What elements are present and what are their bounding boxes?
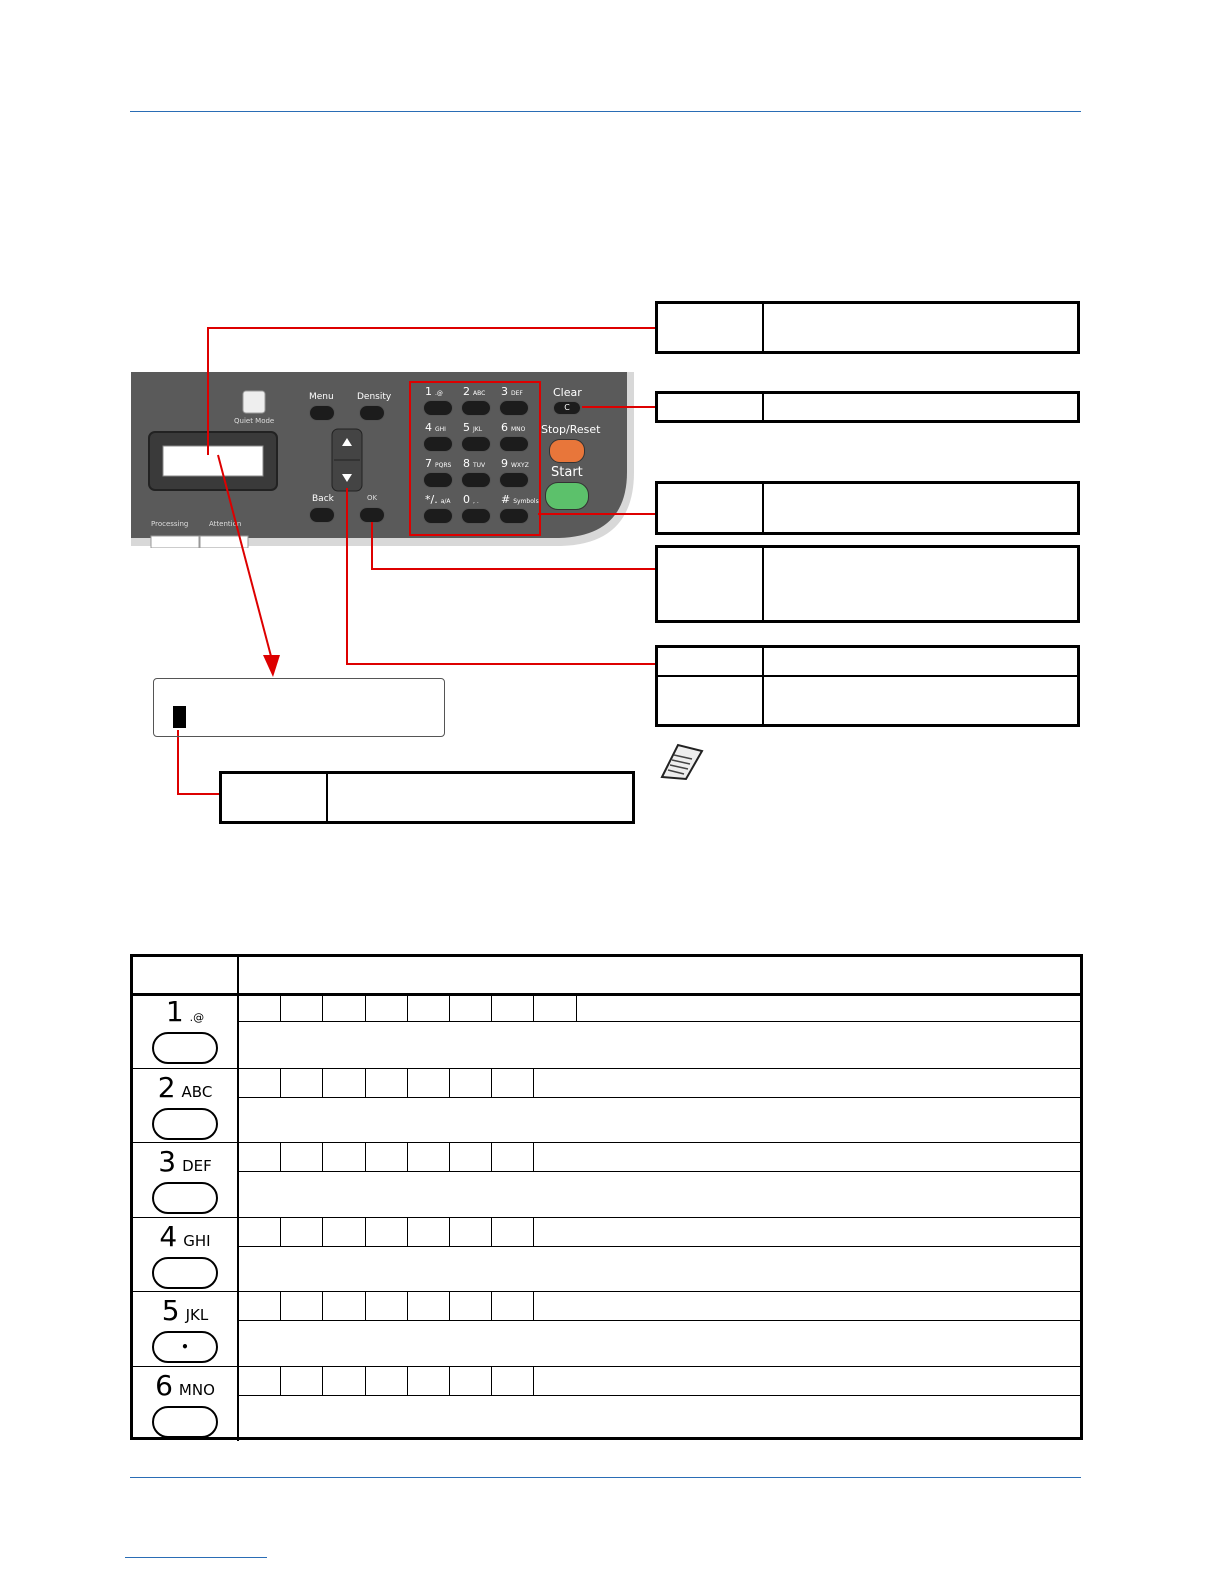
table-row (133, 1068, 1080, 1144)
keypad-key-letters: JKL (473, 426, 483, 433)
clear-label: Clear (553, 386, 582, 399)
keypad-key-letters: , . (473, 498, 479, 505)
keypad-key-digit: */. (425, 493, 438, 506)
character-strip (239, 1218, 1080, 1247)
key-digit: 3 (158, 1145, 177, 1178)
key-cell (133, 1143, 237, 1218)
footer-link-underline (125, 1557, 267, 1558)
note-icon (660, 743, 704, 781)
key-cell (133, 1218, 237, 1293)
character-cell (408, 993, 450, 1021)
ok-label: OK (367, 494, 378, 502)
character-cell (366, 1218, 408, 1246)
keypad-key-letters: TUV (473, 462, 486, 469)
message-display-zoom (153, 678, 445, 737)
character-cell (323, 1367, 365, 1395)
key-digit: 5 (161, 1294, 180, 1327)
character-cell (323, 1143, 365, 1171)
table-header-row (133, 957, 1080, 996)
keypad-key-digit: # (501, 493, 511, 506)
character-cell (366, 1292, 408, 1320)
character-cell (323, 1218, 365, 1246)
character-cell (450, 993, 492, 1021)
character-strip (239, 993, 1080, 1022)
keypad-key-letters: WXYZ (511, 462, 529, 469)
character-cell (450, 1292, 492, 1320)
table-row (133, 1142, 1080, 1218)
cursor-block (173, 706, 186, 728)
keypad-key-letters: MNO (511, 426, 526, 433)
character-cell (450, 1218, 492, 1246)
character-cell (492, 1292, 534, 1320)
character-cell (450, 1367, 492, 1395)
keypad-key-digit: 9 (501, 457, 508, 470)
character-cell (534, 993, 576, 1021)
keypad-key-letters: Symbols (513, 498, 539, 505)
clear-button[interactable]: C (553, 401, 581, 415)
character-cell (450, 1143, 492, 1171)
character-cell (366, 1069, 408, 1097)
key-digit: 2 (157, 1070, 176, 1104)
character-cell (492, 1069, 534, 1097)
key-button-icon (152, 1257, 218, 1289)
menu-label: Menu (309, 392, 334, 402)
keypad-key-letters: GHI (435, 426, 446, 433)
keypad-key-letters: ABC (473, 390, 486, 397)
keypad-key-letters: .@ (435, 390, 443, 397)
callout-box-message-display (655, 301, 1080, 354)
key-digit: 4 (159, 1219, 178, 1253)
character-cell (408, 1218, 450, 1246)
key-cell (133, 993, 237, 1068)
character-cell (408, 1367, 450, 1395)
table-row (133, 993, 1080, 1068)
keypad-key-letters: a/A (440, 498, 451, 505)
key-caption (133, 1145, 237, 1178)
key-button-icon (152, 1108, 218, 1140)
callout-box-arrows (655, 645, 1080, 727)
density-label: Density (357, 392, 392, 402)
key-button-icon: • (152, 1331, 218, 1363)
character-cell (323, 1292, 365, 1320)
callout-box-keypad (655, 481, 1080, 535)
character-cell (239, 1292, 281, 1320)
character-cell (281, 1367, 323, 1395)
attention-label: Attention (209, 520, 242, 528)
keypad-key-digit: 6 (501, 421, 508, 434)
character-cell (366, 1143, 408, 1171)
character-cell (239, 1367, 281, 1395)
start-label: Start (551, 465, 583, 480)
character-cell (366, 1367, 408, 1395)
character-cell (239, 1218, 281, 1246)
key-letters: .@ (189, 1011, 205, 1024)
back-label: Back (312, 494, 334, 504)
character-cell (281, 993, 323, 1021)
key-digit: 1 (165, 995, 184, 1028)
table-row (133, 1291, 1080, 1367)
callout-box-clear (655, 391, 1080, 423)
key-caption (133, 1369, 237, 1402)
key-button-icon (152, 1032, 218, 1064)
table-row (133, 1366, 1080, 1442)
character-cell (239, 1069, 281, 1097)
key-letters: JKL (185, 1306, 209, 1324)
character-cell (281, 1292, 323, 1320)
callout-box-ok (655, 545, 1080, 623)
key-button-icon (152, 1406, 218, 1438)
key-caption (133, 1294, 237, 1327)
character-cell (366, 993, 408, 1021)
keypad-key-digit: 0 (463, 493, 470, 506)
character-strip (239, 1367, 1080, 1396)
keypad-key-digit: 7 (425, 457, 432, 470)
key-letters: ABC (181, 1082, 213, 1101)
character-strip (239, 1069, 1080, 1098)
key-letters: DEF (182, 1157, 212, 1175)
character-cell (408, 1069, 450, 1097)
keypad-key-letters: DEF (511, 390, 523, 397)
key-caption (133, 995, 237, 1028)
character-cell (281, 1218, 323, 1246)
character-cell (323, 993, 365, 1021)
keypad-key-digit: 1 (425, 385, 432, 398)
keypad-key-digit: 4 (425, 421, 432, 434)
character-cell (492, 1143, 534, 1171)
key-digit: 6 (155, 1368, 173, 1402)
key-cell (133, 1292, 237, 1367)
character-cell (408, 1292, 450, 1320)
character-cell (323, 1069, 365, 1097)
character-table (130, 954, 1083, 1440)
character-cell (450, 1069, 492, 1097)
table-row (133, 1217, 1080, 1293)
footer-rule (130, 1477, 1081, 1478)
character-cell (281, 1143, 323, 1171)
processing-label: Processing (151, 520, 189, 528)
key-letters: GHI (183, 1231, 211, 1250)
character-cell (281, 1069, 323, 1097)
key-cell (133, 1367, 237, 1442)
key-button-icon (152, 1182, 218, 1214)
quiet-mode-label: Quiet Mode (234, 417, 275, 425)
keypad-key-digit: 5 (463, 421, 470, 434)
key-letters: MNO (178, 1380, 215, 1399)
character-cell (239, 993, 281, 1021)
key-caption (133, 1071, 237, 1104)
keypad-key-letters: PQRS (435, 462, 452, 469)
key-caption (133, 1220, 237, 1253)
character-strip (239, 1143, 1080, 1172)
keypad-key-digit: 8 (463, 457, 470, 470)
callout-box-cursor (219, 771, 635, 824)
character-cell (492, 1367, 534, 1395)
character-cell (239, 1143, 281, 1171)
stop-reset-label: Stop/Reset (541, 423, 601, 436)
keypad-key-digit: 3 (501, 385, 508, 398)
character-strip (239, 1292, 1080, 1321)
keypad-key-digit: 2 (463, 385, 470, 398)
character-cell (408, 1143, 450, 1171)
character-cell (492, 1218, 534, 1246)
character-cell (492, 993, 534, 1021)
key-cell (133, 1069, 237, 1144)
